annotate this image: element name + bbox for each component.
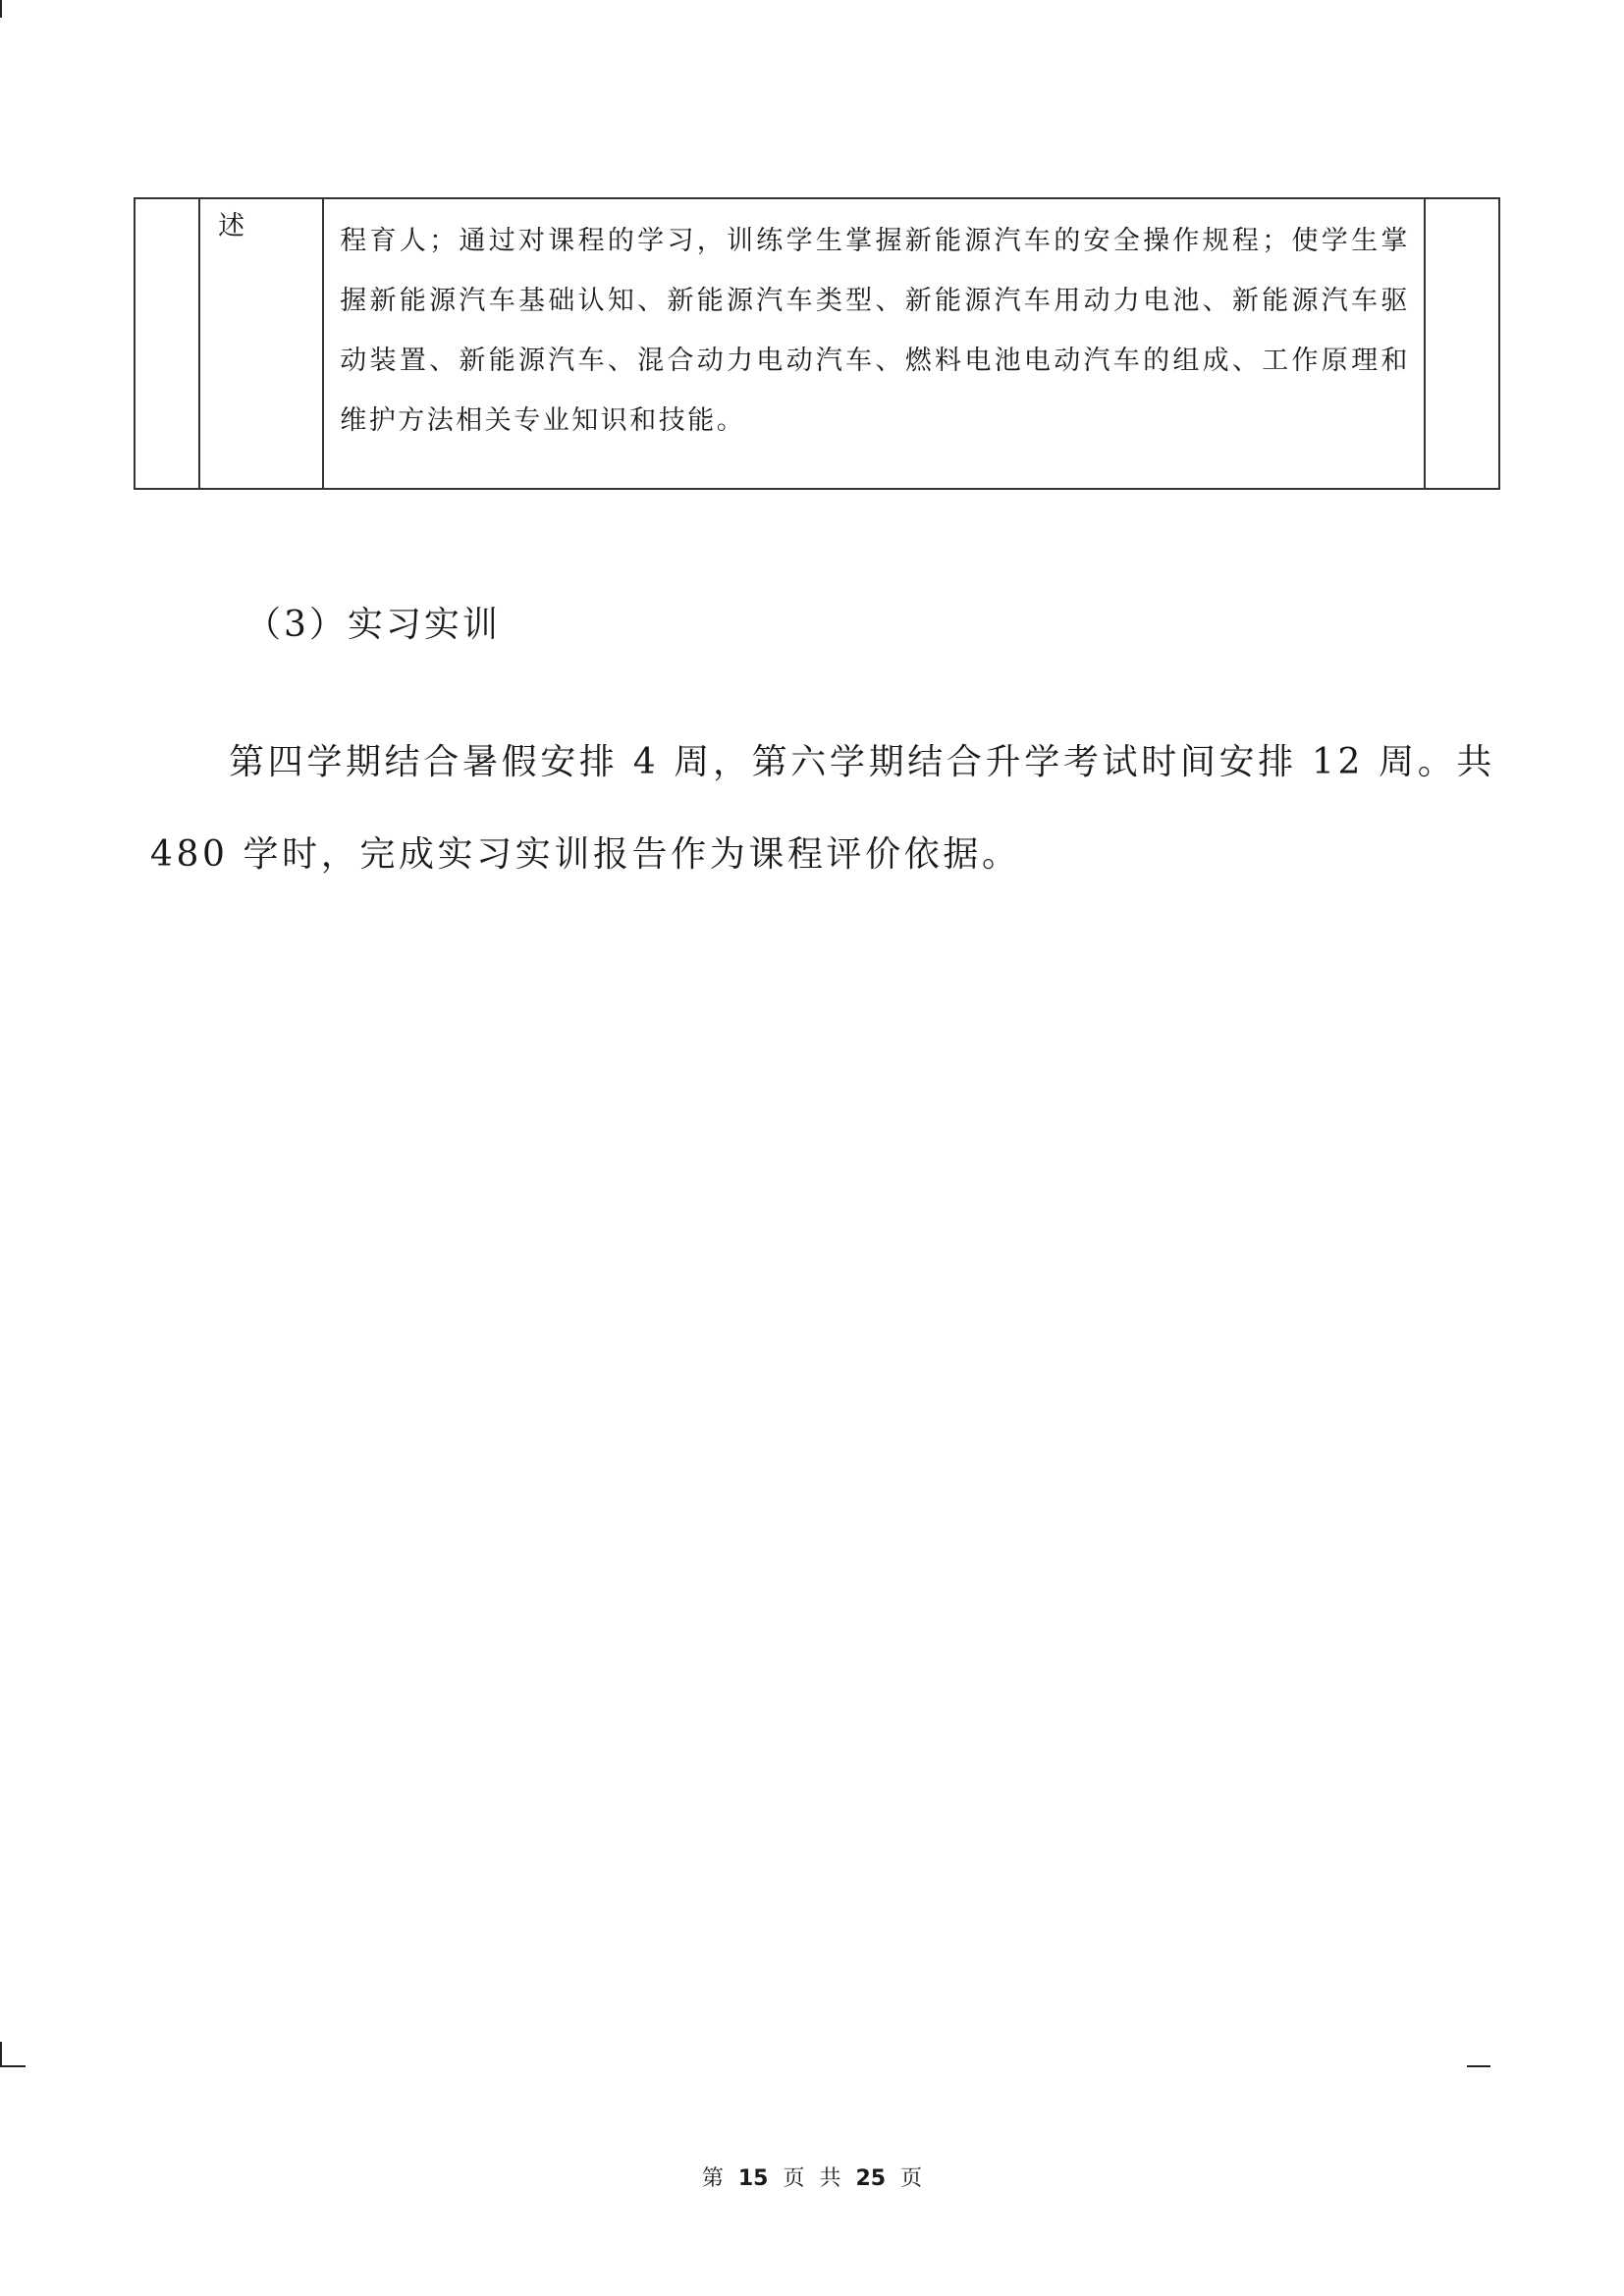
footer-current-page: 15: [737, 2166, 769, 2191]
table-cell-empty-left: [135, 198, 199, 489]
table-cell-label: 述: [199, 198, 323, 489]
table-row: [135, 198, 1499, 489]
crop-mark-bottom-left-vertical: [0, 2042, 2, 2067]
crop-mark-top-left: [0, 0, 2, 18]
body-paragraph: 第四学期结合暑假安排 4 周，第六学期结合升学考试时间安排 12 周。共 480 学时，完成实习实训报告作为课程评价依据。: [150, 742, 1495, 875]
footer-middle: 页 共: [783, 2166, 841, 2191]
footer-prefix: 第: [701, 2166, 724, 2191]
crop-mark-bottom-right: [1467, 2065, 1490, 2067]
table-cell-description: 程育人；通过对课程的学习，训练学生掌握新能源汽车的安全操作规程；使学生掌握新能源汽车基础认知、新能源汽车类型、新能源汽车用动力电池、新能源汽车驱动装置、新能源汽车、混合动力电动汽车、燃料电池电动汽车的组成、工作原理和维护方法相关专业知识和技能。: [323, 198, 1425, 489]
footer-total-pages: 25: [855, 2166, 887, 2191]
footer-suffix: 页: [900, 2166, 923, 2191]
page-footer: [0, 2162, 1624, 2192]
section-heading: （3）实习实训: [245, 605, 501, 645]
table-cell-empty-right: [1425, 198, 1499, 489]
course-description-table: [134, 197, 1500, 490]
crop-mark-bottom-left-horizontal: [0, 2065, 26, 2067]
